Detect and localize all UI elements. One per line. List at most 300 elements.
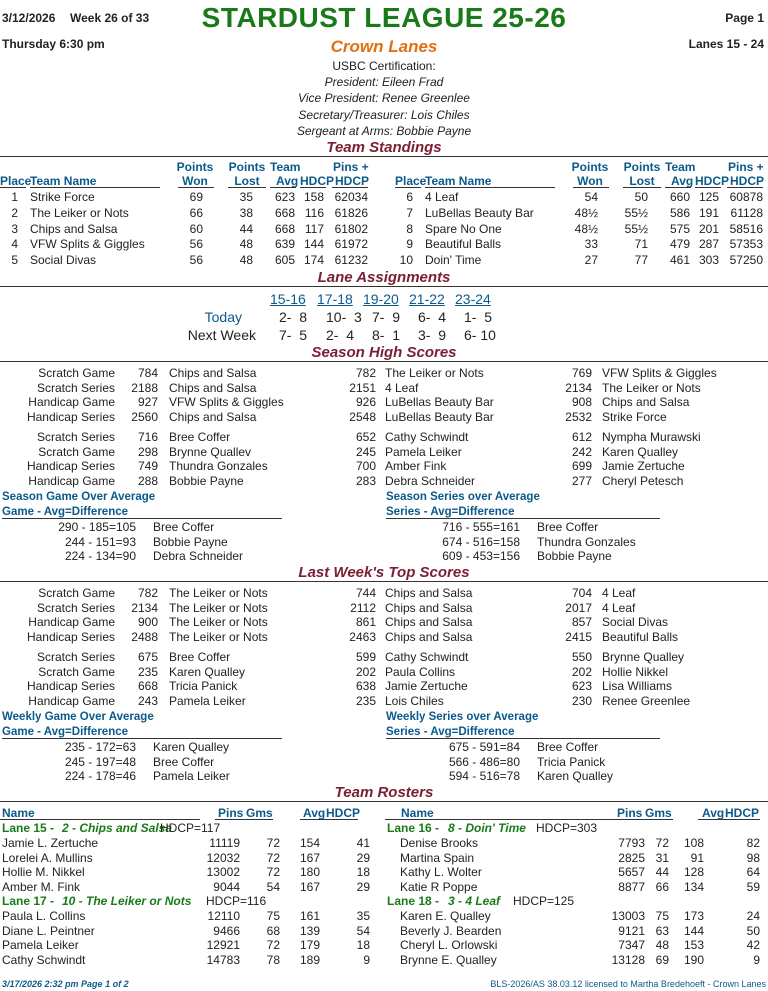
roster-underline: [215, 819, 273, 820]
points-won-cell: 54: [584, 190, 598, 204]
team-name-cell: Chips and Salsa: [30, 221, 118, 236]
pins-hdcp-cell: 61232: [334, 253, 368, 268]
individual-high-score: 235: [355, 693, 376, 708]
individual-high-category: Handicap Game: [28, 473, 115, 488]
roster-underline: [698, 819, 760, 820]
roster-player-hdcp: 18: [356, 865, 370, 880]
game-over-bowler: Debra Schneider: [153, 549, 244, 563]
individual-high-holder: Paula Collins: [385, 664, 456, 679]
team-high-holder: Chips and Salsa: [385, 586, 473, 600]
roster-player-name: Beverly J. Bearden: [400, 923, 502, 938]
roster-header-games: Gms: [246, 806, 273, 820]
individual-high-holder: Brynne Quallev: [169, 444, 252, 459]
header-points-won-2: Won: [182, 174, 208, 188]
header-underline: [727, 187, 763, 188]
roster-player-avg: 91: [690, 850, 704, 865]
header-underline: [178, 187, 214, 188]
individual-high-category: Scratch Series: [36, 650, 115, 664]
series-over-value: 716 - 555=161: [442, 520, 520, 534]
team-high-score: 2488: [131, 629, 158, 644]
day-time: Thursday 6:30 pm: [2, 37, 105, 51]
hdcp-cell: 174: [303, 253, 324, 268]
individual-high-holder: Cathy Schwindt: [385, 430, 469, 444]
roster-player-hdcp: 42: [746, 938, 760, 953]
team-name-cell: LuBellas Beauty Bar: [425, 205, 534, 220]
team-high-holder: The Leiker or Nots: [169, 615, 268, 629]
team-high-score: 900: [137, 615, 158, 629]
individual-high-score: 298: [137, 444, 158, 459]
header-points-lost-1: Points: [228, 160, 266, 174]
team-high-score: 2017: [565, 600, 592, 615]
last-week-title: Last Week's Top Scores: [0, 564, 768, 582]
pins-hdcp-cell: 61128: [730, 205, 763, 220]
roster-player-games: 63: [655, 923, 669, 938]
individual-high-holder: Bobbie Payne: [169, 473, 244, 488]
team-high-score: 2188: [131, 380, 158, 395]
roster-player-games: 54: [266, 880, 280, 895]
series-over-average-subtitle: Series - Avg=Difference: [386, 506, 660, 519]
series-over-value: 675 - 591=84: [448, 740, 520, 754]
team-high-holder: Chips and Salsa: [602, 395, 690, 409]
series-over-value: 566 - 486=80: [448, 754, 520, 769]
individual-high-score: 277: [571, 473, 592, 488]
header-pins-1: Pins +: [728, 160, 764, 174]
game-over-bowler: Bree Coffer: [153, 754, 215, 769]
series-over-bowler: Karen Qualley: [537, 769, 614, 783]
hdcp-cell: 116: [304, 205, 324, 220]
roster-player-pins: 14783: [206, 953, 240, 968]
roster-player-pins: 11119: [209, 836, 240, 850]
team-name-cell: Doin' Time: [425, 253, 482, 268]
points-won-cell: 33: [584, 237, 598, 252]
team-high-holder: 4 Leaf: [602, 586, 636, 600]
roster-player-games: 75: [266, 909, 280, 923]
officers-block: [0, 58, 768, 139]
points-won-cell: 27: [584, 253, 598, 268]
individual-high-score: 202: [571, 664, 592, 679]
roster-player-games: 78: [266, 953, 280, 968]
roster-player-pins: 9466: [213, 923, 240, 938]
place-cell: 3: [11, 221, 18, 236]
points-lost-cell: 35: [239, 190, 253, 204]
team-high-score: 927: [137, 395, 158, 409]
team-high-holder: Chips and Salsa: [169, 409, 257, 424]
roster-header-avg: Avg: [702, 806, 725, 820]
roster-player-pins: 7347: [618, 938, 645, 953]
roster-header-name: Name: [401, 806, 434, 820]
team-high-score: 2151: [349, 380, 376, 395]
individual-high-holder: Nympha Murawski: [602, 430, 701, 444]
next-week-matchup: 2- 4: [326, 327, 355, 343]
team-high-category: Scratch Series: [36, 600, 115, 615]
team-high-score: 2463: [349, 629, 376, 644]
series-over-average-title: Season Series over Average: [386, 491, 540, 503]
roster-player-pins: 7793: [618, 836, 645, 850]
header-team-avg-1: Team: [270, 160, 301, 174]
roster-player-name: Amber M. Fink: [2, 880, 81, 895]
header-underline: [623, 187, 661, 188]
roster-team-hdcp: HDCP=125: [513, 894, 575, 908]
pins-hdcp-cell: 61802: [334, 221, 368, 236]
header-hdcp: HDCP: [300, 174, 335, 188]
roster-header-hdcp: HDCP: [326, 806, 361, 820]
team-avg-cell: 623: [274, 190, 295, 204]
header-underline: [695, 187, 721, 188]
hdcp-cell: 125: [698, 190, 719, 204]
roster-player-avg: 189: [299, 953, 320, 968]
roster-player-games: 44: [655, 865, 669, 880]
roster-player-hdcp: 50: [746, 923, 760, 938]
roster-header-name: Name: [2, 806, 35, 820]
game-over-average-subtitle: Game - Avg=Difference: [2, 726, 282, 739]
roster-player-games: 68: [266, 923, 280, 938]
team-high-holder: The Leiker or Nots: [169, 600, 268, 615]
roster-player-pins: 8877: [618, 880, 645, 895]
header-pins-2: HDCP: [730, 174, 765, 188]
roster-player-name: Denise Brooks: [400, 836, 479, 850]
team-high-score: 861: [355, 615, 376, 629]
roster-player-games: 72: [266, 938, 280, 953]
team-high-score: 784: [137, 366, 158, 380]
team-high-holder: The Leiker or Nots: [602, 380, 701, 395]
roster-team-name: 2 - Chips and Salsa: [62, 821, 173, 835]
roster-team-hdcp: HDCP=117: [160, 821, 221, 835]
game-over-value: 290 - 185=105: [58, 520, 136, 534]
roster-lane: Lane 18 -: [387, 894, 440, 908]
next-week-label: Next Week: [187, 327, 256, 343]
series-over-value: 594 - 516=78: [448, 769, 520, 783]
team-avg-cell: 605: [274, 253, 295, 268]
individual-high-category: Handicap Series: [26, 679, 115, 693]
roster-player-avg: 167: [299, 850, 320, 865]
team-high-holder: 4 Leaf: [385, 380, 419, 395]
individual-high-score: 638: [355, 679, 376, 693]
team-high-holder: Beautiful Balls: [602, 629, 679, 644]
points-won-cell: 48½: [574, 205, 598, 220]
team-high-category: Handicap Game: [28, 395, 115, 409]
next-week-matchup: 7- 5: [279, 327, 308, 343]
place-cell: 1: [11, 190, 18, 204]
sergeant-at-arms: Sergeant at Arms: Bobbie Payne: [296, 123, 472, 138]
roster-player-pins: 12921: [206, 938, 240, 953]
today-matchup: 6- 4: [418, 309, 447, 325]
team-high-category: Scratch Game: [38, 366, 115, 380]
team-high-holder: VFW Splits & Giggles: [602, 366, 717, 380]
team-avg-cell: 639: [274, 237, 295, 252]
header-pins-1: Pins +: [333, 160, 369, 174]
points-won-cell: 69: [189, 190, 203, 204]
roster-player-pins: 2825: [618, 850, 645, 865]
roster-player-name: Hollie M. Nikkel: [2, 865, 85, 880]
roster-player-games: 72: [266, 865, 280, 880]
points-lost-cell: 38: [239, 205, 253, 220]
place-cell: 9: [406, 237, 413, 252]
individual-high-holder: Pamela Leiker: [385, 444, 462, 459]
game-over-bowler: Pamela Leiker: [153, 769, 230, 783]
team-avg-cell: 668: [274, 205, 295, 220]
roster-player-pins: 9044: [213, 880, 240, 895]
header-points-lost-2: Lost: [234, 174, 260, 188]
team-avg-cell: 586: [669, 205, 690, 220]
team-high-score: 2112: [350, 600, 376, 615]
roster-player-avg: 179: [299, 938, 320, 953]
roster-player-name: Pamela Leiker: [2, 938, 79, 953]
roster-player-games: 72: [266, 836, 280, 850]
individual-high-holder: Cathy Schwindt: [385, 650, 469, 664]
roster-player-pins: 9121: [618, 923, 645, 938]
header-points-lost-1: Points: [623, 160, 661, 174]
points-won-cell: 66: [189, 205, 203, 220]
roster-player-avg: 139: [299, 923, 320, 938]
team-high-category: Handicap Series: [26, 629, 115, 644]
place-cell: 2: [11, 205, 18, 220]
individual-high-holder: Debra Schneider: [385, 473, 476, 488]
individual-high-score: 245: [355, 444, 376, 459]
team-high-holder: The Leiker or Nots: [385, 366, 484, 380]
individual-high-holder: Lisa Williams: [602, 679, 673, 693]
roster-team-hdcp: HDCP=116: [206, 894, 267, 908]
header-underline: [270, 187, 296, 188]
game-over-bowler: Karen Qualley: [153, 740, 230, 754]
roster-player-games: 66: [655, 880, 669, 895]
lanes-range: Lanes 15 - 24: [688, 37, 764, 51]
roster-player-name: Martina Spain: [400, 850, 475, 865]
game-over-average-title: Weekly Game Over Average: [2, 711, 154, 723]
game-over-value: 224 - 178=46: [64, 769, 136, 783]
roster-player-name: Karen E. Qualley: [400, 909, 491, 923]
roster-header-hdcp: HDCP: [725, 806, 760, 820]
roster-underline: [385, 819, 617, 820]
individual-high-holder: Bree Coffer: [169, 430, 231, 444]
roster-player-hdcp: 64: [746, 865, 760, 880]
pins-hdcp-cell: 60878: [729, 190, 763, 204]
roster-player-avg: 128: [683, 865, 704, 880]
points-lost-cell: 50: [634, 190, 648, 204]
team-high-score: 2134: [131, 600, 158, 615]
team-high-score: 2415: [565, 629, 592, 644]
header-underline: [332, 187, 368, 188]
individual-high-category: Scratch Game: [38, 444, 115, 459]
individual-high-score: 242: [571, 444, 592, 459]
team-high-holder: Chips and Salsa: [385, 629, 473, 644]
roster-player-games: 69: [655, 953, 669, 968]
roster-player-games: 72: [266, 850, 280, 865]
pins-hdcp-cell: 61826: [334, 205, 368, 220]
individual-high-score: 235: [137, 664, 158, 679]
individual-high-category: Scratch Series: [36, 430, 115, 444]
points-lost-cell: 48: [239, 237, 253, 252]
individual-high-holder: Tricia Panick: [169, 679, 238, 693]
points-lost-cell: 71: [634, 237, 648, 252]
individual-high-score: 288: [137, 473, 158, 488]
hdcp-cell: 158: [303, 190, 324, 204]
individual-high-score: 700: [355, 459, 376, 473]
page-number: Page 1: [725, 11, 764, 25]
game-over-value: 244 - 151=93: [64, 534, 136, 549]
team-high-score: 926: [355, 395, 376, 409]
points-lost-cell: 48: [239, 253, 253, 268]
header-team-avg-1: Team: [665, 160, 696, 174]
next-week-matchup: 8- 1: [372, 327, 401, 343]
certification: USBC Certification:: [332, 59, 436, 73]
team-high-holder: The Leiker or Nots: [169, 586, 268, 600]
individual-high-score: 652: [355, 430, 376, 444]
team-high-holder: LuBellas Beauty Bar: [385, 395, 494, 409]
team-name-cell: VFW Splits & Giggles: [30, 237, 145, 252]
series-over-bowler: Thundra Gonzales: [537, 534, 636, 549]
roster-player-name: Diane L. Peintner: [2, 923, 95, 938]
place-cell: 6: [406, 190, 413, 204]
roster-header-avg: Avg: [303, 806, 326, 820]
header-underline: [300, 187, 326, 188]
individual-high-holder: Renee Greenlee: [602, 693, 691, 708]
team-high-score: 782: [355, 366, 376, 380]
roster-player-hdcp: 24: [746, 909, 760, 923]
hdcp-cell: 303: [698, 253, 719, 268]
roster-player-pins: 13128: [611, 953, 645, 968]
series-over-bowler: Bree Coffer: [537, 520, 599, 534]
header-underline: [573, 187, 609, 188]
hdcp-cell: 287: [698, 237, 719, 252]
team-name-cell: Social Divas: [30, 253, 97, 268]
place-cell: 10: [399, 253, 413, 268]
individual-high-category: Handicap Game: [28, 693, 115, 708]
week-info: Week 26 of 33: [70, 11, 150, 25]
today-matchup: 10- 3: [326, 309, 362, 325]
roster-player-name: Jamie L. Zertuche: [2, 836, 99, 850]
team-avg-cell: 575: [669, 221, 690, 236]
roster-player-hdcp: 35: [356, 909, 370, 923]
series-over-bowler: Tricia Panick: [537, 754, 606, 769]
roster-player-name: Kathy L. Wolter: [400, 865, 482, 880]
header-underline: [425, 187, 555, 188]
roster-player-avg: 108: [683, 836, 704, 850]
roster-player-hdcp: 18: [356, 938, 370, 953]
place-cell: 4: [11, 237, 18, 252]
individual-high-category: Handicap Series: [26, 459, 115, 473]
lane-assignments-title: Lane Assignments: [0, 269, 768, 287]
header-points-won-2: Won: [577, 174, 603, 188]
hdcp-cell: 191: [698, 205, 719, 220]
team-high-holder: Strike Force: [602, 409, 667, 424]
roster-player-pins: 13003: [611, 909, 645, 923]
team-avg-cell: 461: [669, 253, 690, 268]
roster-team-hdcp: HDCP=303: [536, 821, 598, 835]
lane-pair-15-16: 15-16: [270, 291, 306, 307]
hdcp-cell: 117: [304, 221, 324, 236]
league-title: STARDUST LEAGUE 25-26: [201, 2, 567, 33]
header-underline: [228, 187, 266, 188]
header-place: Place: [0, 174, 32, 188]
individual-high-holder: Jamie Zertuche: [385, 679, 468, 693]
roster-player-name: Cathy Schwindt: [2, 953, 86, 968]
game-over-average-title: Season Game Over Average: [2, 491, 156, 503]
team-name-cell: Spare No One: [425, 221, 502, 236]
header-team-name: Team Name: [425, 174, 492, 188]
roster-header-pins: Pins: [218, 806, 244, 820]
roster-header-pins: Pins: [617, 806, 643, 820]
game-over-value: 224 - 134=90: [64, 549, 136, 563]
roster-player-name: Paula L. Collins: [2, 909, 86, 923]
roster-player-pins: 12110: [207, 909, 240, 923]
series-over-average-subtitle: Series - Avg=Difference: [386, 726, 660, 739]
team-high-holder: Chips and Salsa: [385, 600, 473, 615]
team-avg-cell: 668: [274, 221, 295, 236]
team-high-holder: Chips and Salsa: [169, 380, 257, 395]
roster-player-name: Lorelei A. Mullins: [2, 850, 93, 865]
game-over-bowler: Bobbie Payne: [153, 534, 228, 549]
roster-player-hdcp: 29: [356, 880, 370, 895]
series-over-value: 674 - 516=158: [442, 534, 520, 549]
today-matchup: 2- 8: [279, 309, 308, 325]
roster-player-games: 72: [655, 836, 669, 850]
roster-player-name: Cheryl L. Orlowski: [400, 938, 498, 953]
team-high-score: 857: [571, 615, 592, 629]
individual-high-holder: Karen Qualley: [602, 444, 679, 459]
roster-player-hdcp: 41: [356, 836, 370, 850]
roster-player-games: 75: [655, 909, 669, 923]
team-high-category: Scratch Game: [38, 586, 115, 600]
team-high-holder: LuBellas Beauty Bar: [385, 409, 494, 424]
team-name-cell: Beautiful Balls: [425, 237, 502, 252]
individual-high-score: 599: [355, 650, 376, 664]
team-high-score: 2532: [565, 409, 592, 424]
roster-team-name: 10 - The Leiker or Nots: [62, 894, 192, 908]
header-points-won-1: Points: [176, 160, 214, 174]
roster-lane: Lane 16 -: [387, 821, 440, 835]
roster-player-avg: 190: [683, 953, 704, 968]
pins-hdcp-cell: 62034: [334, 190, 368, 204]
series-over-average-title: Weekly Series over Average: [386, 711, 539, 723]
series-over-bowler: Bobbie Payne: [537, 549, 612, 563]
points-won-cell: 48½: [574, 221, 598, 236]
footer-left: 3/17/2026 2:32 pm Page 1 of 2: [2, 979, 129, 989]
lane-pair-23-24: 23-24: [455, 291, 491, 307]
roster-player-avg: 161: [299, 909, 320, 923]
next-week-matchup: 3- 9: [418, 327, 447, 343]
team-name-cell: Strike Force: [30, 190, 95, 204]
header-underline: [395, 187, 421, 188]
center-name: Crown Lanes: [330, 37, 438, 56]
points-lost-cell: 55½: [624, 221, 648, 236]
points-lost-cell: 77: [634, 253, 648, 268]
footer-right: BLS-2026/AS 38.03.12 licensed to Martha Bredehoeft - Crown Lanes: [490, 979, 766, 989]
roster-player-avg: 167: [299, 880, 320, 895]
roster-player-hdcp: 54: [356, 923, 370, 938]
lane-pair-19-20: 19-20: [363, 291, 399, 307]
team-high-category: Handicap Series: [26, 409, 115, 424]
team-high-score: 2548: [349, 409, 376, 424]
header-underline: [665, 187, 691, 188]
vice-president: Vice President: Renee Greenlee: [298, 91, 470, 106]
individual-high-score: 283: [355, 473, 376, 488]
pins-hdcp-cell: 61972: [334, 237, 368, 252]
team-high-score: 2134: [565, 380, 592, 395]
individual-high-holder: Thundra Gonzales: [169, 459, 268, 473]
secretary-treasurer: Secretary/Treasurer: Lois Chiles: [298, 107, 470, 122]
roster-team-name: 3 - 4 Leaf: [448, 894, 501, 908]
today-label: Today: [204, 309, 242, 325]
individual-high-score: 716: [137, 430, 158, 444]
individual-high-score: 230: [571, 693, 592, 708]
individual-high-score: 675: [137, 650, 158, 664]
roster-lane: Lane 15 -: [2, 821, 55, 835]
individual-high-holder: Bree Coffer: [169, 650, 231, 664]
game-over-average-subtitle: Game - Avg=Difference: [2, 506, 282, 519]
individual-high-score: 202: [355, 664, 376, 679]
roster-header-games: Gms: [645, 806, 672, 820]
team-high-score: 744: [355, 586, 376, 600]
